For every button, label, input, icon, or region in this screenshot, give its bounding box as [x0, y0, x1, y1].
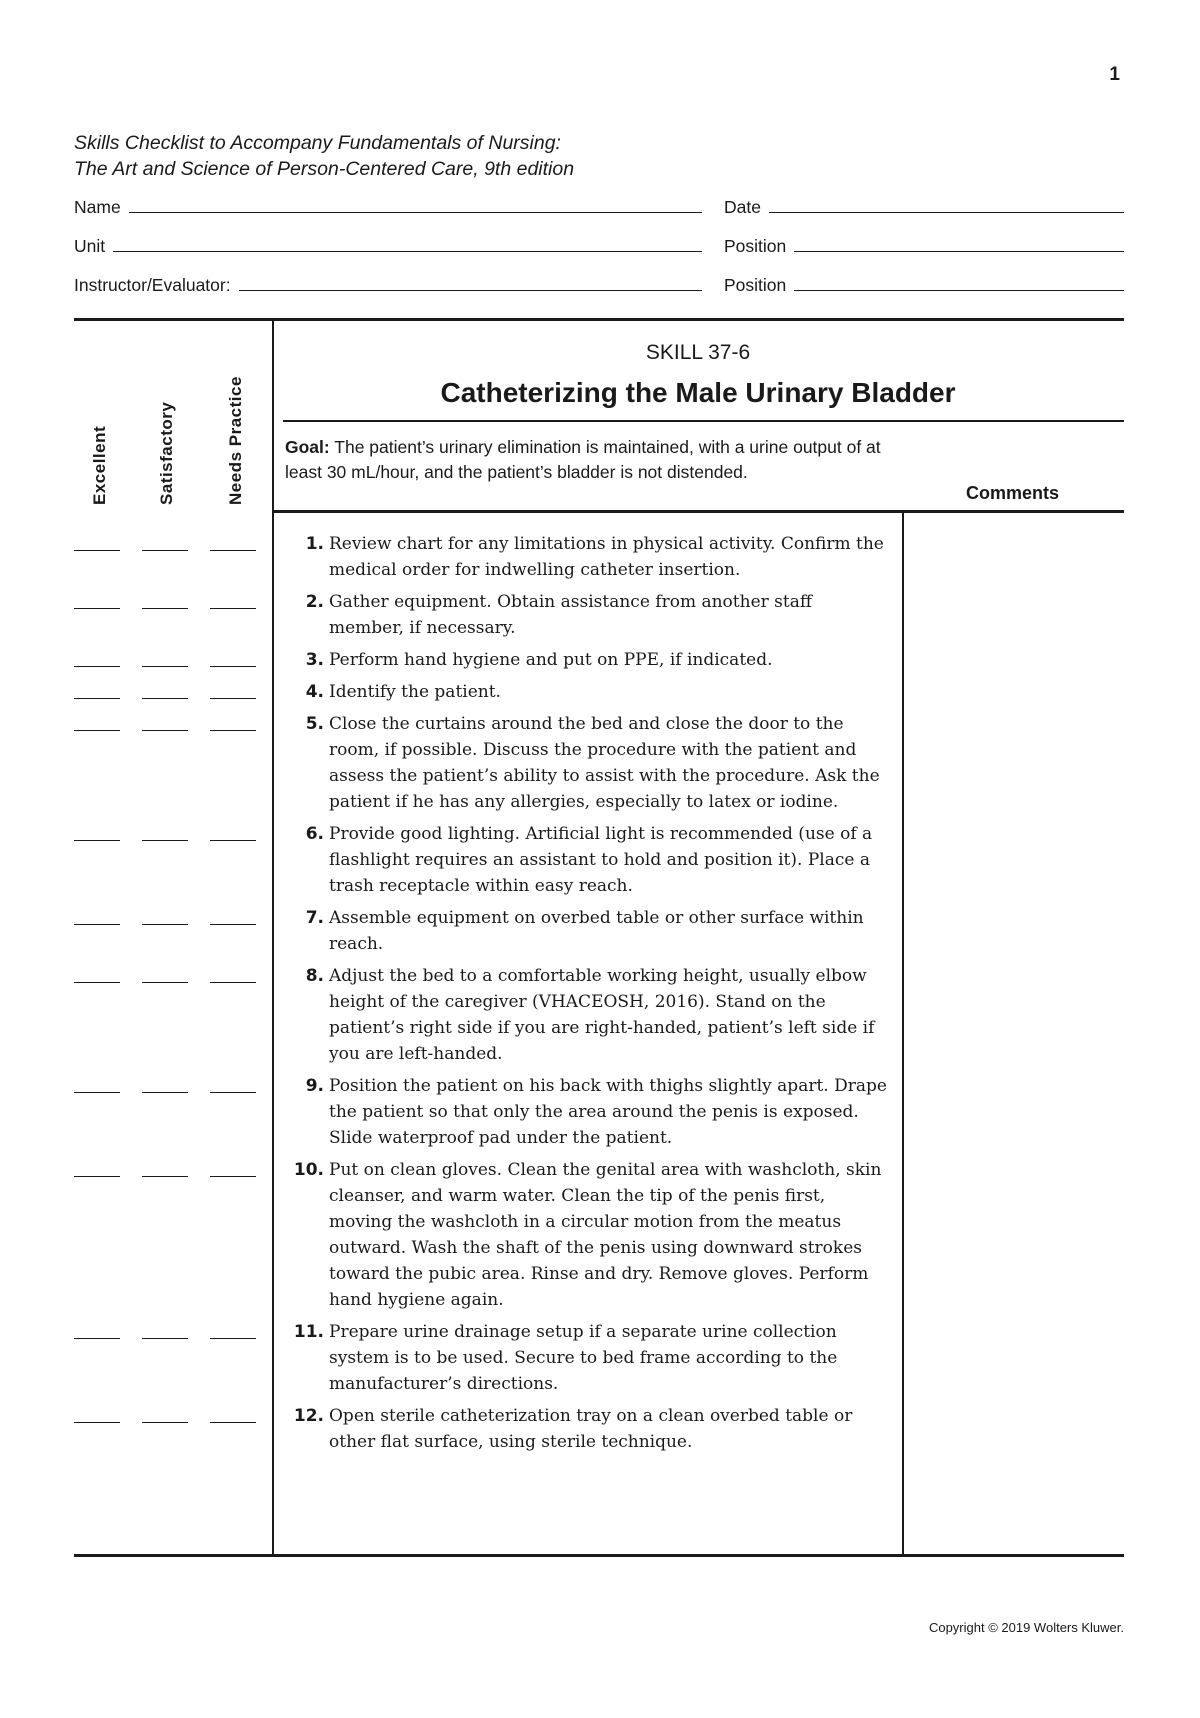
- step-number: 5.: [305, 714, 324, 734]
- rating-blank-excellent[interactable]: [74, 905, 120, 925]
- rating-blank-satisfactory[interactable]: [142, 1073, 188, 1093]
- rating-header-needs-practice: Needs Practice: [226, 376, 245, 505]
- step-text: Review chart for any limitations in physical activity. Confirm the medical order for indwelling catheter insertion.: [329, 534, 884, 580]
- step-row: [74, 711, 894, 815]
- rating-blanks: [74, 963, 272, 1067]
- position-field-2[interactable]: [724, 275, 1124, 296]
- rating-blank-needs-practice[interactable]: [210, 963, 256, 983]
- rating-blanks: [74, 531, 272, 583]
- step-number: 8.: [305, 966, 324, 986]
- instructor-line: [239, 290, 702, 291]
- rating-blank-excellent[interactable]: [74, 647, 120, 667]
- step-row: [74, 647, 894, 673]
- step-number: 10.: [293, 1160, 324, 1180]
- step-row: [74, 531, 894, 583]
- rating-blank-satisfactory[interactable]: [142, 905, 188, 925]
- step-number: 12.: [293, 1406, 324, 1426]
- rating-blank-satisfactory[interactable]: [142, 1403, 188, 1423]
- rating-blank-satisfactory[interactable]: [142, 711, 188, 731]
- rating-blanks: [74, 679, 272, 705]
- rating-blank-satisfactory[interactable]: [142, 531, 188, 551]
- step-text: Prepare urine drainage setup if a separate urine collection system is to be used. Secure to bed frame according to the manufacturer’s directions.: [329, 1322, 838, 1394]
- rating-blank-excellent[interactable]: [74, 589, 120, 609]
- rating-blanks: [74, 1073, 272, 1151]
- rating-blank-excellent[interactable]: [74, 711, 120, 731]
- unit-label: Unit: [74, 236, 106, 256]
- rating-blank-needs-practice[interactable]: [210, 1319, 256, 1339]
- rating-blank-satisfactory[interactable]: [142, 647, 188, 667]
- rating-blank-satisfactory[interactable]: [142, 589, 188, 609]
- title-rule: [283, 420, 1124, 422]
- position-line-2: [794, 290, 1124, 291]
- name-label: Name: [74, 197, 121, 217]
- rating-header-excellent: Excellent: [90, 425, 109, 505]
- goal-rule: [272, 510, 1124, 513]
- step-number: 9.: [305, 1076, 324, 1096]
- step-row: [74, 1157, 894, 1313]
- step-text: Provide good lighting. Artificial light is recommended (use of a flashlight requires an assistant to hold and position it). Place a trash receptacle within easy reach.: [329, 824, 873, 896]
- rating-blank-satisfactory[interactable]: [142, 679, 188, 699]
- rating-blanks: [74, 1157, 272, 1313]
- rating-blank-excellent[interactable]: [74, 1319, 120, 1339]
- step-text: Perform hand hygiene and put on PPE, if indicated.: [329, 650, 773, 670]
- rating-blank-satisfactory[interactable]: [142, 1157, 188, 1177]
- step-number: 11.: [293, 1322, 324, 1342]
- step-row: [74, 679, 894, 705]
- step-text: Adjust the bed to a comfortable working height, usually elbow height of the caregiver (VHACEOSH, 2016). Stand on the patient’s right side if you are right-handed, patient’s left side if you are left-handed.: [329, 966, 875, 1064]
- comments-header: Comments: [966, 483, 1060, 503]
- step-number: 7.: [305, 908, 324, 928]
- rating-blank-needs-practice[interactable]: [210, 679, 256, 699]
- book-title-line2: The Art and Science of Person-Centered Care, 9th edition: [74, 158, 575, 180]
- position-label-2: Position: [724, 275, 787, 295]
- step-number: 4.: [305, 682, 324, 702]
- step-row: [74, 589, 894, 641]
- rating-blank-needs-practice[interactable]: [210, 531, 256, 551]
- position-label-1: Position: [724, 236, 787, 256]
- rating-blank-needs-practice[interactable]: [210, 821, 256, 841]
- rating-blank-excellent[interactable]: [74, 679, 120, 699]
- step-row: [74, 1403, 894, 1455]
- rating-blank-satisfactory[interactable]: [142, 821, 188, 841]
- step-number: 3.: [305, 650, 324, 670]
- rating-blanks: [74, 711, 272, 815]
- rating-blank-excellent[interactable]: [74, 1157, 120, 1177]
- date-line: [769, 212, 1124, 213]
- rating-blank-needs-practice[interactable]: [210, 1073, 256, 1093]
- rating-header-satisfactory: Satisfactory: [157, 401, 176, 505]
- rating-blank-satisfactory[interactable]: [142, 1319, 188, 1339]
- skill-title: Catheterizing the Male Urinary Bladder: [440, 377, 956, 408]
- date-label: Date: [724, 197, 761, 217]
- position-line-1: [794, 251, 1124, 252]
- rating-blanks: [74, 1403, 272, 1455]
- unit-line: [113, 251, 702, 252]
- rating-blanks: [74, 1319, 272, 1397]
- step-text: Put on clean gloves. Clean the genital area with washcloth, skin cleanser, and warm water. Clean the tip of the penis first, moving the washcloth in a circular motion from the meatus outward. Wash the shaft of the penis using downward strokes toward the pubic area. Rinse and dry. Remove gloves. Perform hand hygiene again.: [329, 1160, 882, 1310]
- rating-blank-excellent[interactable]: [74, 821, 120, 841]
- steps-list: [74, 531, 894, 1461]
- rating-blank-excellent[interactable]: [74, 531, 120, 551]
- step-row: [74, 821, 894, 899]
- step-row: [74, 963, 894, 1067]
- step-text: Position the patient on his back with thighs slightly apart. Drape the patient so that only the area around the penis is exposed. Slide waterproof pad under the patient.: [329, 1076, 887, 1148]
- rating-blank-excellent[interactable]: [74, 963, 120, 983]
- step-text: Gather equipment. Obtain assistance from another staff member, if necessary.: [329, 592, 812, 638]
- rating-blank-needs-practice[interactable]: [210, 589, 256, 609]
- rating-blanks: [74, 589, 272, 641]
- date-field[interactable]: [724, 197, 1124, 218]
- unit-field[interactable]: [74, 236, 702, 257]
- skill-number: SKILL 37-6: [645, 341, 751, 364]
- step-text: Open sterile catheterization tray on a clean overbed table or other flat surface, using sterile technique.: [329, 1406, 853, 1452]
- position-field-1[interactable]: [724, 236, 1124, 257]
- rating-blank-needs-practice[interactable]: [210, 711, 256, 731]
- table-top-rule: [74, 318, 1124, 321]
- step-row: [74, 1319, 894, 1397]
- page-number: 1: [1109, 64, 1120, 85]
- goal-text: The patient’s urinary elimination is maintained, with a urine output of at least 30 mL/hour, and the patient’s bladder is not distended.: [285, 437, 881, 482]
- rating-blank-needs-practice[interactable]: [210, 647, 256, 667]
- step-text: Assemble equipment on overbed table or other surface within reach.: [329, 908, 864, 954]
- rating-blanks: [74, 647, 272, 673]
- rating-blank-excellent[interactable]: [74, 1403, 120, 1423]
- rating-blank-excellent[interactable]: [74, 1073, 120, 1093]
- copyright: Copyright © 2019 Wolters Kluwer.: [928, 1620, 1124, 1635]
- step-row: [74, 905, 894, 957]
- step-text: Close the curtains around the bed and close the door to the room, if possible. Discuss the procedure with the patient and assess the patient’s ability to assist with the procedure. Ask the patient if he has any allergies, especially to latex or iodine.: [329, 714, 880, 812]
- name-line: [129, 212, 702, 213]
- book-title: [74, 130, 574, 182]
- comments-column-divider: [902, 512, 904, 1554]
- book-title-line1: Skills Checklist to Accompany Fundamentals of Nursing:: [74, 132, 561, 154]
- step-text: Identify the patient.: [329, 682, 501, 702]
- goal-label: Goal:: [285, 437, 330, 457]
- rating-blanks: [74, 905, 272, 957]
- step-number: 2.: [305, 592, 324, 612]
- goal-statement: [285, 435, 895, 485]
- step-number: 1.: [305, 534, 324, 554]
- rating-blank-needs-practice[interactable]: [210, 905, 256, 925]
- instructor-field[interactable]: [74, 275, 702, 296]
- rating-blank-needs-practice[interactable]: [210, 1157, 256, 1177]
- rating-blank-needs-practice[interactable]: [210, 1403, 256, 1423]
- step-row: [74, 1073, 894, 1151]
- rating-blank-satisfactory[interactable]: [142, 963, 188, 983]
- table-bottom-rule: [74, 1554, 1124, 1557]
- rating-blanks: [74, 821, 272, 899]
- name-field[interactable]: [74, 197, 702, 218]
- step-number: 6.: [305, 824, 324, 844]
- instructor-label: Instructor/Evaluator:: [74, 275, 231, 295]
